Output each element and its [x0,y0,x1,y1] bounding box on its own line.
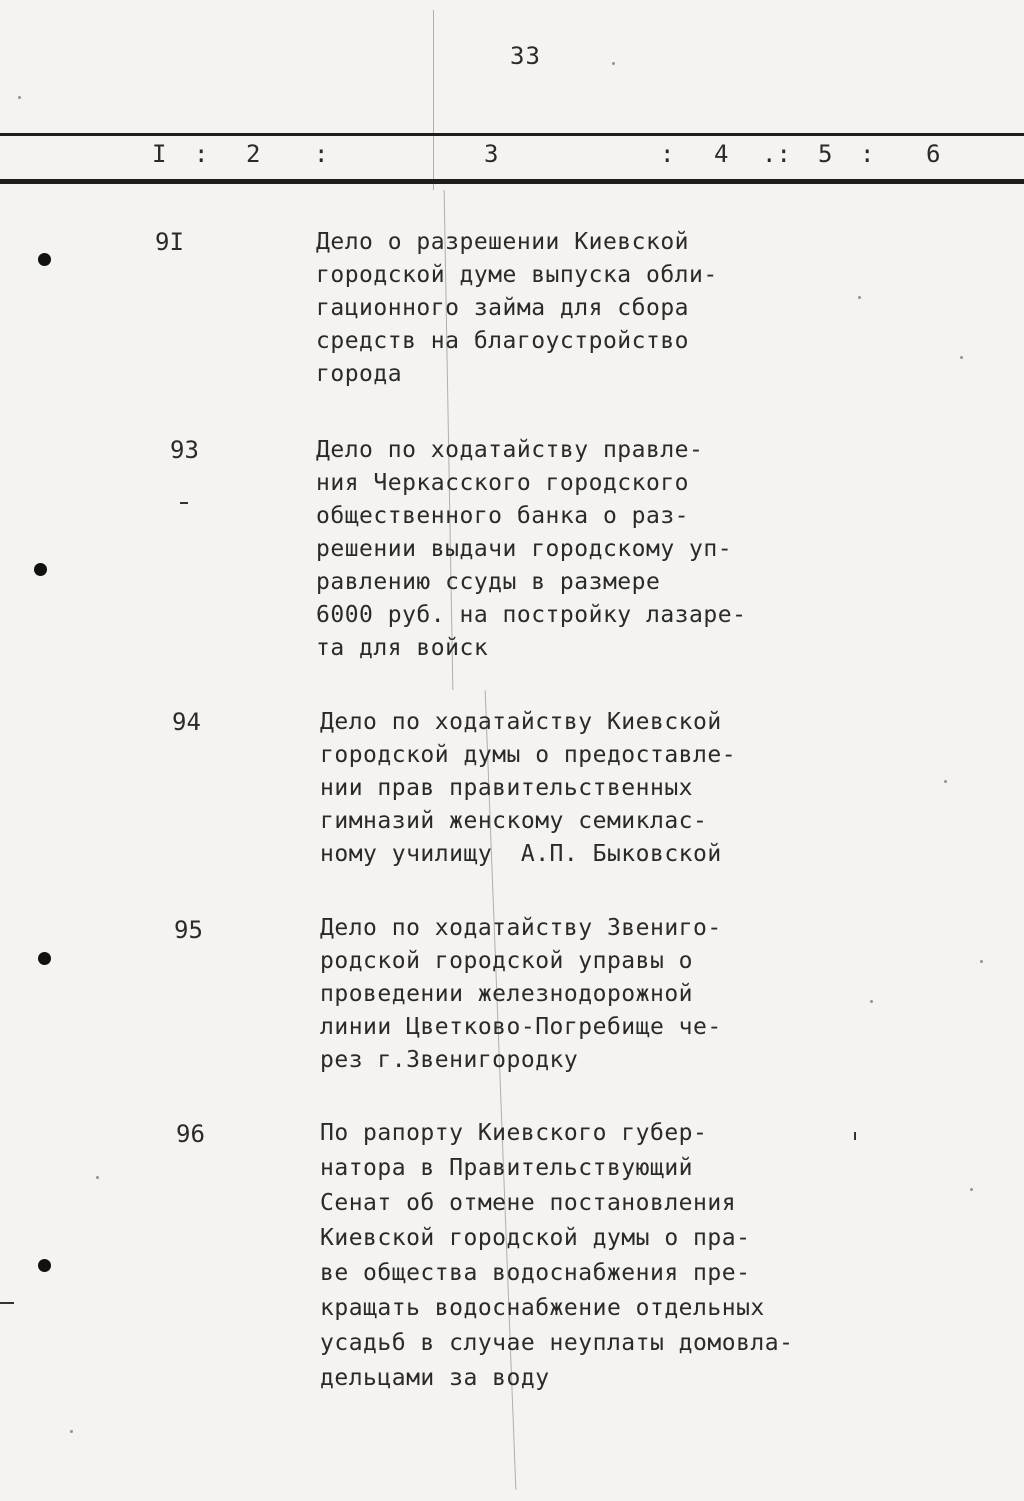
column-header-1: I [152,140,167,168]
entry-number: 9I [155,228,184,256]
column-header-2: 2 [246,140,261,168]
speck [970,1188,973,1191]
column-header-3: 3 [484,140,499,168]
entry-number: 93 [170,436,199,464]
entry-description: Дело по ходатайству Киевской городской думы о предоставле- нии прав правительственных гимназий женскому семиклас- ному училищу А.П. Быковской [320,709,737,867]
punch-hole-1 [38,253,51,266]
speck [944,780,947,783]
entry-description: Дело по ходатайству Звениго- родской городской управы о проведении железнодорожной линии Цветково-Погребище че- рез г.Звенигородку [320,915,722,1073]
column-separator: : [860,140,875,168]
page-number: 33 [510,42,541,70]
speck [870,1000,873,1003]
speck [858,296,861,299]
margin-mark [0,1302,14,1304]
column-separator: : [314,140,329,168]
entry-description: По рапорту Киевского губер- натора в Правительствующий Сенат об отмене постановления Киевской городской думы о пра- ве общества водоснабжения пре- кращать водоснабжение отдельных усадьб в случае неуплаты домовла- дельцами за воду [320,1120,794,1391]
punch-hole-2 [34,563,47,576]
fold-line-upper [433,10,434,190]
column-separator: : [660,140,675,168]
entry-number: 96 [176,1120,205,1148]
speck [18,96,21,99]
column-separator: .: [762,140,791,168]
column-header-5: 5 [818,140,833,168]
speck [96,1176,99,1179]
entry-number: 94 [172,708,201,736]
column-header-6: 6 [926,140,941,168]
table-bottom-rule [0,179,1024,184]
margin-mark [180,502,188,504]
speck [980,960,983,963]
speck [612,62,615,65]
punch-hole-3 [38,952,51,965]
margin-mark [854,1132,856,1140]
column-header-4: 4 [714,140,729,168]
entry-number: 95 [174,916,203,944]
entry-description: Дело по ходатайству правле- ния Черкасского городского общественного банка о раз- решении выдачи городскому уп- равлению ссуды в размере 6000 руб. на постройку лазаре- та для войск [316,437,747,661]
table-top-rule [0,133,1024,136]
speck [70,1430,73,1433]
column-separator: : [194,140,209,168]
punch-hole-4 [38,1259,51,1272]
speck [960,356,963,359]
entry-description: Дело о разрешении Киевской городской думе выпуска обли- гационного займа для сбора средств на благоустройство города [316,229,718,387]
